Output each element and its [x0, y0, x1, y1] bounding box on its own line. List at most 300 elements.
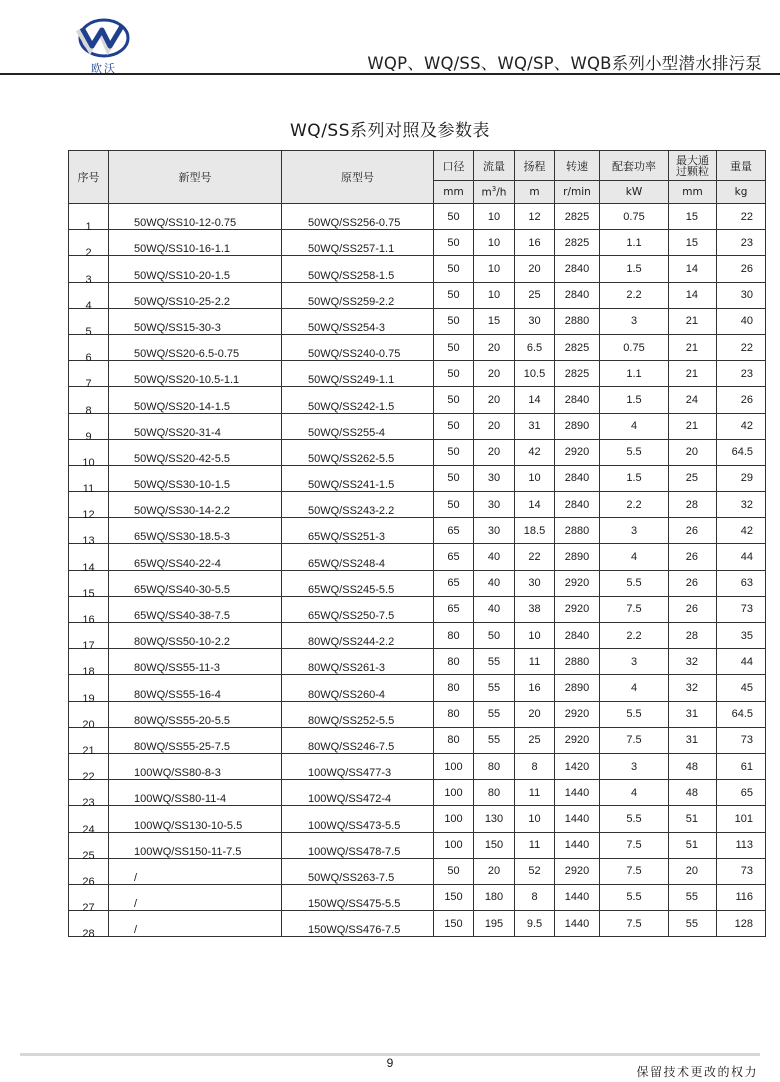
cell-caliber: 50: [434, 387, 474, 413]
cell-head: 14: [515, 492, 555, 518]
cell-weight: 101: [717, 806, 766, 832]
cell-speed: 1440: [555, 780, 600, 806]
cell-power: 3: [600, 753, 669, 779]
cell-max-particle: 32: [669, 649, 717, 675]
cell-orig-model: 50WQ/SS254-3: [282, 308, 434, 334]
cell-max-particle: 26: [669, 596, 717, 622]
cell-caliber: 65: [434, 518, 474, 544]
cell-flow: 20: [474, 413, 515, 439]
cell-head: 9.5: [515, 911, 555, 937]
cell-caliber: 50: [434, 308, 474, 334]
cell-head: 30: [515, 570, 555, 596]
table-row: [69, 701, 766, 727]
unit-caliber: mm: [434, 181, 474, 204]
header-divider: [0, 73, 780, 75]
table-title: WQ/SS系列对照及参数表: [290, 121, 490, 141]
cell-caliber: 50: [434, 465, 474, 491]
cell-head: 10.5: [515, 361, 555, 387]
cell-head: 25: [515, 282, 555, 308]
cell-weight: 32: [717, 492, 766, 518]
cell-caliber: 100: [434, 780, 474, 806]
cell-max-particle: 20: [669, 858, 717, 884]
cell-speed: 2840: [555, 387, 600, 413]
cell-speed: 2890: [555, 675, 600, 701]
cell-max-particle: 55: [669, 911, 717, 937]
cell-power: 5.5: [600, 439, 669, 465]
table-row: [69, 387, 766, 413]
cell-speed: 2880: [555, 308, 600, 334]
cell-flow: 55: [474, 727, 515, 753]
cell-orig-model: 65WQ/SS251-3: [282, 518, 434, 544]
cell-power: 3: [600, 308, 669, 334]
cell-max-particle: 31: [669, 727, 717, 753]
cell-new-model: 80WQ/SS55-25-7.5: [109, 727, 282, 753]
cell-seq: 15: [69, 570, 109, 596]
cell-speed: 2920: [555, 701, 600, 727]
cell-flow: 30: [474, 492, 515, 518]
unit-max-particle: mm: [669, 181, 717, 204]
cell-speed: 2920: [555, 858, 600, 884]
cell-flow: 20: [474, 334, 515, 360]
col-header-weight: 重量: [717, 151, 766, 181]
cell-orig-model: 50WQ/SS262-5.5: [282, 439, 434, 465]
cell-flow: 40: [474, 596, 515, 622]
table-row: [69, 832, 766, 858]
cell-speed: 1440: [555, 884, 600, 910]
cell-speed: 2880: [555, 518, 600, 544]
cell-orig-model: 50WQ/SS243-2.2: [282, 492, 434, 518]
cell-head: 18.5: [515, 518, 555, 544]
cell-weight: 63: [717, 570, 766, 596]
cell-seq: 19: [69, 675, 109, 701]
cell-max-particle: 28: [669, 623, 717, 649]
cell-caliber: 100: [434, 753, 474, 779]
table-row: [69, 282, 766, 308]
cell-flow: 30: [474, 518, 515, 544]
cell-orig-model: 50WQ/SS259-2.2: [282, 282, 434, 308]
cell-power: 5.5: [600, 701, 669, 727]
cell-weight: 64.5: [717, 701, 766, 727]
cell-orig-model: 50WQ/SS249-1.1: [282, 361, 434, 387]
cell-orig-model: 50WQ/SS255-4: [282, 413, 434, 439]
cell-head: 20: [515, 701, 555, 727]
table-row: [69, 911, 766, 937]
table-row: [69, 596, 766, 622]
cell-flow: 15: [474, 308, 515, 334]
cell-weight: 22: [717, 204, 766, 230]
table-row: [69, 727, 766, 753]
cell-speed: 2840: [555, 282, 600, 308]
cell-seq: 3: [69, 256, 109, 282]
cell-seq: 25: [69, 832, 109, 858]
cell-speed: 2840: [555, 465, 600, 491]
cell-flow: 55: [474, 649, 515, 675]
cell-new-model: 65WQ/SS30-18.5-3: [109, 518, 282, 544]
cell-orig-model: 100WQ/SS472-4: [282, 780, 434, 806]
table-row: [69, 256, 766, 282]
cell-speed: 2920: [555, 727, 600, 753]
col-header-power: 配套功率: [600, 151, 669, 181]
col-header-max-particle-line2: 过颗粒: [676, 164, 709, 178]
cell-weight: 73: [717, 858, 766, 884]
cell-power: 5.5: [600, 570, 669, 596]
cell-weight: 116: [717, 884, 766, 910]
cell-head: 6.5: [515, 334, 555, 360]
cell-orig-model: 50WQ/SS240-0.75: [282, 334, 434, 360]
cell-seq: 18: [69, 649, 109, 675]
unit-weight: kg: [717, 181, 766, 204]
table-row: [69, 780, 766, 806]
unit-speed: r/min: [555, 181, 600, 204]
cell-flow: 50: [474, 623, 515, 649]
cell-seq: 2: [69, 230, 109, 256]
col-header-new-model: 新型号: [109, 151, 282, 204]
cell-head: 14: [515, 387, 555, 413]
cell-weight: 42: [717, 413, 766, 439]
cell-caliber: 50: [434, 439, 474, 465]
cell-head: 52: [515, 858, 555, 884]
cell-orig-model: 65WQ/SS245-5.5: [282, 570, 434, 596]
cell-speed: 2920: [555, 439, 600, 465]
cell-power: 1.1: [600, 361, 669, 387]
col-header-max-particle-line1: 最大通: [676, 153, 709, 167]
cell-seq: 7: [69, 361, 109, 387]
cell-caliber: 80: [434, 623, 474, 649]
logo-emblem-icon: [72, 16, 136, 60]
cell-orig-model: 80WQ/SS246-7.5: [282, 727, 434, 753]
cell-weight: 30: [717, 282, 766, 308]
cell-max-particle: 21: [669, 413, 717, 439]
cell-max-particle: 24: [669, 387, 717, 413]
cell-seq: 6: [69, 334, 109, 360]
cell-new-model: 100WQ/SS80-8-3: [109, 753, 282, 779]
cell-head: 8: [515, 753, 555, 779]
cell-weight: 26: [717, 256, 766, 282]
cell-new-model: 50WQ/SS20-31-4: [109, 413, 282, 439]
cell-max-particle: 14: [669, 256, 717, 282]
cell-caliber: 50: [434, 361, 474, 387]
page-number: 9: [386, 1056, 394, 1070]
cell-max-particle: 14: [669, 282, 717, 308]
cell-new-model: 65WQ/SS40-22-4: [109, 544, 282, 570]
cell-speed: 2825: [555, 361, 600, 387]
cell-head: 42: [515, 439, 555, 465]
cell-seq: 27: [69, 884, 109, 910]
cell-speed: 1440: [555, 911, 600, 937]
cell-head: 16: [515, 230, 555, 256]
cell-new-model: 50WQ/SS10-20-1.5: [109, 256, 282, 282]
cell-speed: 2880: [555, 649, 600, 675]
cell-orig-model: 80WQ/SS252-5.5: [282, 701, 434, 727]
cell-seq: 26: [69, 858, 109, 884]
table-row: [69, 570, 766, 596]
cell-max-particle: 21: [669, 334, 717, 360]
cell-orig-model: 50WQ/SS241-1.5: [282, 465, 434, 491]
cell-flow: 30: [474, 465, 515, 491]
cell-new-model: 100WQ/SS130-10-5.5: [109, 806, 282, 832]
cell-power: 2.2: [600, 282, 669, 308]
unit-head: m: [515, 181, 555, 204]
cell-max-particle: 48: [669, 780, 717, 806]
cell-speed: 2840: [555, 492, 600, 518]
cell-orig-model: 80WQ/SS261-3: [282, 649, 434, 675]
cell-power: 7.5: [600, 858, 669, 884]
cell-new-model: /: [109, 911, 282, 937]
cell-flow: 10: [474, 230, 515, 256]
cell-new-model: 80WQ/SS50-10-2.2: [109, 623, 282, 649]
cell-new-model: 65WQ/SS40-38-7.5: [109, 596, 282, 622]
cell-caliber: 50: [434, 230, 474, 256]
cell-power: 7.5: [600, 727, 669, 753]
unit-power: kW: [600, 181, 669, 204]
cell-flow: 20: [474, 439, 515, 465]
cell-orig-model: 100WQ/SS473-5.5: [282, 806, 434, 832]
cell-weight: 23: [717, 361, 766, 387]
cell-speed: 2825: [555, 230, 600, 256]
cell-max-particle: 31: [669, 701, 717, 727]
cell-flow: 80: [474, 753, 515, 779]
col-header-head: 扬程: [515, 151, 555, 181]
cell-power: 1.1: [600, 230, 669, 256]
cell-max-particle: 51: [669, 806, 717, 832]
cell-power: 4: [600, 675, 669, 701]
cell-power: 4: [600, 544, 669, 570]
cell-caliber: 50: [434, 492, 474, 518]
cell-power: 0.75: [600, 334, 669, 360]
cell-orig-model: 50WQ/SS263-7.5: [282, 858, 434, 884]
cell-head: 11: [515, 649, 555, 675]
cell-flow: 20: [474, 361, 515, 387]
cell-head: 25: [515, 727, 555, 753]
cell-power: 1.5: [600, 256, 669, 282]
cell-caliber: 50: [434, 256, 474, 282]
cell-speed: 2840: [555, 256, 600, 282]
table-row: [69, 649, 766, 675]
cell-flow: 10: [474, 204, 515, 230]
cell-head: 22: [515, 544, 555, 570]
table-row: [69, 675, 766, 701]
cell-orig-model: 150WQ/SS475-5.5: [282, 884, 434, 910]
table-row: [69, 884, 766, 910]
cell-caliber: 80: [434, 727, 474, 753]
company-logo: [72, 16, 136, 76]
cell-head: 20: [515, 256, 555, 282]
cell-seq: 8: [69, 387, 109, 413]
cell-weight: 44: [717, 544, 766, 570]
table-row: [69, 439, 766, 465]
cell-caliber: 80: [434, 649, 474, 675]
cell-power: 7.5: [600, 596, 669, 622]
spec-table-body: [69, 204, 766, 941]
cell-seq: 16: [69, 596, 109, 622]
cell-caliber: 50: [434, 282, 474, 308]
cell-new-model: 65WQ/SS40-30-5.5: [109, 570, 282, 596]
logo-text: 欧沃: [91, 62, 117, 75]
cell-caliber: 80: [434, 701, 474, 727]
cell-power: 3: [600, 649, 669, 675]
cell-seq: 23: [69, 780, 109, 806]
cell-orig-model: 50WQ/SS256-0.75: [282, 204, 434, 230]
cell-max-particle: 26: [669, 570, 717, 596]
cell-power: 1.5: [600, 465, 669, 491]
table-row: [69, 230, 766, 256]
cell-flow: 40: [474, 570, 515, 596]
cell-new-model: 50WQ/SS10-16-1.1: [109, 230, 282, 256]
col-header-flow: 流量: [474, 151, 515, 181]
cell-new-model: 100WQ/SS150-11-7.5: [109, 832, 282, 858]
cell-head: 11: [515, 780, 555, 806]
cell-orig-model: 100WQ/SS478-7.5: [282, 832, 434, 858]
cell-seq: 9: [69, 413, 109, 439]
cell-weight: 26: [717, 387, 766, 413]
cell-head: 12: [515, 204, 555, 230]
cell-speed: 2890: [555, 544, 600, 570]
cell-speed: 2920: [555, 570, 600, 596]
cell-seq: 22: [69, 753, 109, 779]
cell-weight: 23: [717, 230, 766, 256]
table-row: [69, 492, 766, 518]
table-row: [69, 623, 766, 649]
table-row: [69, 544, 766, 570]
cell-power: 3: [600, 518, 669, 544]
cell-new-model: 50WQ/SS30-10-1.5: [109, 465, 282, 491]
cell-seq: 17: [69, 623, 109, 649]
cell-seq: 13: [69, 518, 109, 544]
cell-speed: 1420: [555, 753, 600, 779]
cell-speed: 1440: [555, 832, 600, 858]
cell-weight: 65: [717, 780, 766, 806]
cell-head: 8: [515, 884, 555, 910]
cell-weight: 73: [717, 727, 766, 753]
cell-flow: 80: [474, 780, 515, 806]
cell-max-particle: 55: [669, 884, 717, 910]
cell-new-model: /: [109, 858, 282, 884]
cell-caliber: 50: [434, 334, 474, 360]
cell-speed: 2920: [555, 596, 600, 622]
header-row: [69, 151, 766, 181]
cell-orig-model: 80WQ/SS244-2.2: [282, 623, 434, 649]
cell-weight: 45: [717, 675, 766, 701]
cell-new-model: 50WQ/SS20-42-5.5: [109, 439, 282, 465]
cell-new-model: /: [109, 884, 282, 910]
cell-seq: 28: [69, 911, 109, 937]
cell-caliber: 80: [434, 675, 474, 701]
cell-flow: 40: [474, 544, 515, 570]
cell-seq: 21: [69, 727, 109, 753]
cell-power: 2.2: [600, 492, 669, 518]
col-header-speed: 转速: [555, 151, 600, 181]
cell-orig-model: 50WQ/SS257-1.1: [282, 230, 434, 256]
cell-seq: 12: [69, 492, 109, 518]
cell-new-model: 50WQ/SS30-14-2.2: [109, 492, 282, 518]
cell-orig-model: 50WQ/SS242-1.5: [282, 387, 434, 413]
cell-speed: 2825: [555, 204, 600, 230]
cell-new-model: 100WQ/SS80-11-4: [109, 780, 282, 806]
cell-caliber: 100: [434, 832, 474, 858]
table-row: [69, 858, 766, 884]
cell-speed: 1440: [555, 806, 600, 832]
cell-power: 0.75: [600, 204, 669, 230]
cell-power: 5.5: [600, 884, 669, 910]
table-row: [69, 204, 766, 230]
col-header-caliber: 口径: [434, 151, 474, 181]
cell-max-particle: 21: [669, 308, 717, 334]
cell-weight: 29: [717, 465, 766, 491]
table-row: [69, 413, 766, 439]
cell-max-particle: 15: [669, 204, 717, 230]
unit-flow: $m^3/h$: [474, 181, 515, 204]
cell-seq: 11: [69, 465, 109, 491]
cell-head: 38: [515, 596, 555, 622]
cell-flow: 10: [474, 256, 515, 282]
cell-max-particle: 32: [669, 675, 717, 701]
cell-weight: 73: [717, 596, 766, 622]
footer-note: 保留技术更改的权力: [636, 1065, 758, 1079]
table-row: [69, 753, 766, 779]
cell-flow: 130: [474, 806, 515, 832]
cell-new-model: 80WQ/SS55-11-3: [109, 649, 282, 675]
cell-orig-model: 65WQ/SS250-7.5: [282, 596, 434, 622]
cell-speed: 2825: [555, 334, 600, 360]
cell-speed: 2890: [555, 413, 600, 439]
col-header-orig-model: 原型号: [282, 151, 434, 204]
cell-new-model: 50WQ/SS20-6.5-0.75: [109, 334, 282, 360]
cell-orig-model: 50WQ/SS258-1.5: [282, 256, 434, 282]
cell-seq: 20: [69, 701, 109, 727]
cell-weight: 35: [717, 623, 766, 649]
cell-weight: 22: [717, 334, 766, 360]
cell-max-particle: 26: [669, 544, 717, 570]
cell-head: 11: [515, 832, 555, 858]
cell-new-model: 50WQ/SS20-14-1.5: [109, 387, 282, 413]
cell-seq: 5: [69, 308, 109, 334]
cell-flow: 20: [474, 858, 515, 884]
cell-weight: 113: [717, 832, 766, 858]
cell-head: 30: [515, 308, 555, 334]
spec-table: [68, 150, 766, 941]
cell-seq: 14: [69, 544, 109, 570]
cell-power: 4: [600, 413, 669, 439]
table-row: [69, 465, 766, 491]
cell-caliber: 50: [434, 413, 474, 439]
cell-max-particle: 20: [669, 439, 717, 465]
header-title: WQP、WQ/SS、WQ/SP、WQB系列小型潜水排污泵: [367, 54, 762, 73]
cell-power: 4: [600, 780, 669, 806]
col-header-seq: 序号: [69, 151, 109, 204]
cell-flow: 55: [474, 675, 515, 701]
table-row: [69, 334, 766, 360]
cell-power: 7.5: [600, 911, 669, 937]
cell-caliber: 50: [434, 204, 474, 230]
cell-max-particle: 26: [669, 518, 717, 544]
cell-orig-model: 150WQ/SS476-7.5: [282, 911, 434, 937]
cell-caliber: 65: [434, 570, 474, 596]
cell-flow: 180: [474, 884, 515, 910]
cell-max-particle: 15: [669, 230, 717, 256]
table-row: [69, 308, 766, 334]
cell-seq: 24: [69, 806, 109, 832]
cell-weight: 128: [717, 911, 766, 937]
cell-head: 10: [515, 465, 555, 491]
table-row: [69, 361, 766, 387]
table-row: [69, 518, 766, 544]
cell-power: 1.5: [600, 387, 669, 413]
cell-caliber: 65: [434, 544, 474, 570]
cell-head: 10: [515, 806, 555, 832]
cell-head: 10: [515, 623, 555, 649]
cell-power: 7.5: [600, 832, 669, 858]
cell-seq: 10: [69, 439, 109, 465]
